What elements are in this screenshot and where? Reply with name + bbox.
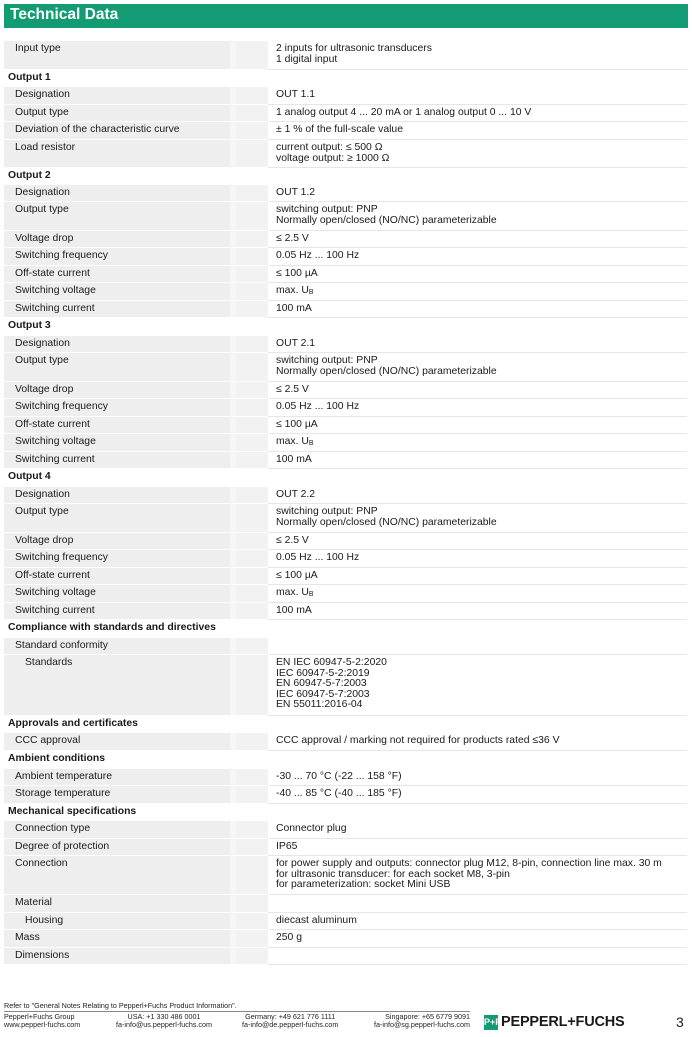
empty-cell — [236, 769, 268, 786]
table-row — [4, 336, 687, 353]
table-row — [4, 301, 687, 318]
row-label: Ambient temperature — [4, 769, 230, 786]
row-value-text: 100 mA — [276, 605, 312, 616]
empty-cell — [236, 87, 268, 105]
table-row — [4, 417, 687, 434]
row-value — [268, 655, 687, 716]
section-heading — [4, 469, 687, 487]
row-label: Designation — [4, 185, 230, 202]
row-value-text: current output: ≤ 500 Ω voltage output: ≥ 1000 Ω — [276, 142, 390, 164]
row-value-text: ≤ 100 µA — [276, 268, 318, 279]
empty-cell — [236, 568, 268, 585]
row-value — [268, 41, 687, 70]
empty-cell — [236, 655, 268, 716]
empty-cell — [236, 417, 268, 434]
row-label: Switching current — [4, 603, 230, 620]
row-value — [268, 585, 687, 603]
empty-cell — [236, 41, 268, 70]
row-value-text: OUT 2.2 — [276, 489, 316, 500]
section-heading — [4, 804, 687, 821]
table-row — [4, 603, 687, 620]
row-value-text: EN IEC 60947-5-2:2020 IEC 60947-5-2:2019 EN 60947-5-7:2003 IEC 60947-5-7:2003 EN 55011:2016-04 — [276, 657, 387, 711]
table-row — [4, 786, 687, 804]
row-value — [268, 266, 687, 283]
empty-cell — [236, 856, 268, 895]
empty-cell — [236, 821, 268, 839]
row-label: Switching frequency — [4, 399, 230, 417]
row-value-text: switching output: PNP Normally open/closed (NO/NC) parameterizable — [276, 355, 497, 377]
logo-text: PEPPERL+FUCHS — [501, 1014, 625, 1030]
row-value-text: max. U — [276, 285, 309, 296]
row-value — [268, 504, 687, 533]
page-title: Technical Data — [10, 6, 119, 23]
table-row — [4, 948, 687, 965]
row-label: Standard conformity — [4, 638, 230, 655]
empty-cell — [236, 301, 268, 318]
table-row — [4, 638, 687, 655]
row-value-text: 0.05 Hz ... 100 Hz — [276, 552, 360, 563]
row-value-text: CCC approval / marking not required for products rated ≤36 V — [276, 735, 560, 746]
row-value-text: 100 mA — [276, 303, 312, 314]
row-value-text: diecast aluminum — [276, 915, 357, 926]
row-value-text: 2 inputs for ultrasonic transducers 1 digital input — [276, 43, 432, 65]
row-label: Switching voltage — [4, 283, 230, 301]
row-label: Off-state current — [4, 568, 230, 585]
row-value-text: ≤ 2.5 V — [276, 233, 309, 244]
row-value-text: for power supply and outputs: connector plug M12, 8-pin, connection line max. 30 m for ultrasonic transducer: for each socket M8, 3-pin for parameterization: socket Mini USB — [276, 858, 662, 891]
table-row — [4, 913, 687, 930]
row-value — [268, 283, 687, 301]
empty-cell — [236, 504, 268, 533]
empty-cell — [236, 585, 268, 603]
section-heading-label: Mechanical specifications — [8, 806, 137, 817]
row-label: Voltage drop — [4, 533, 230, 550]
row-value — [268, 452, 687, 469]
table-row — [4, 733, 687, 751]
value-subscript: B — [308, 591, 314, 598]
logo-mark-icon: P+F — [484, 1015, 498, 1030]
empty-cell — [236, 786, 268, 804]
row-label: Output type — [4, 504, 230, 533]
empty-cell — [236, 550, 268, 568]
row-value — [268, 185, 687, 202]
row-value-text: Connector plug — [276, 823, 347, 834]
row-value-text: ≤ 2.5 V — [276, 384, 309, 395]
table-row — [4, 568, 687, 585]
row-value — [268, 786, 687, 804]
section-title-bar — [4, 4, 688, 28]
technical-data-table — [4, 41, 687, 965]
row-value — [268, 856, 687, 895]
row-value — [268, 382, 687, 399]
empty-cell — [236, 603, 268, 620]
row-label: Switching current — [4, 301, 230, 318]
row-value — [268, 301, 687, 318]
table-row — [4, 399, 687, 417]
row-value — [268, 895, 687, 913]
row-label: Off-state current — [4, 266, 230, 283]
table-row — [4, 504, 687, 533]
row-value-text: switching output: PNP Normally open/closed (NO/NC) parameterizable — [276, 506, 497, 528]
section-heading — [4, 70, 687, 87]
row-label: Designation — [4, 487, 230, 504]
row-value-text: OUT 1.1 — [276, 89, 316, 100]
empty-cell — [236, 487, 268, 504]
empty-cell — [236, 434, 268, 452]
row-value — [268, 140, 687, 168]
section-heading-label: Compliance with standards and directives — [8, 622, 216, 633]
table-row — [4, 353, 687, 382]
row-label: Connection — [4, 856, 230, 895]
row-label: Standards — [4, 655, 230, 716]
row-value-text: ± 1 % of the full-scale value — [276, 124, 403, 135]
row-value — [268, 105, 687, 122]
row-value — [268, 733, 687, 751]
empty-cell — [236, 638, 268, 655]
row-label: Switching voltage — [4, 585, 230, 603]
row-label: CCC approval — [4, 733, 230, 751]
row-label: Dimensions — [4, 948, 230, 965]
section-heading-label: Approvals and certificates — [8, 718, 138, 729]
section-heading-label: Ambient conditions — [8, 753, 105, 764]
row-value — [268, 399, 687, 417]
row-label: Designation — [4, 87, 230, 105]
row-value — [268, 839, 687, 856]
row-value — [268, 568, 687, 585]
empty-cell — [236, 353, 268, 382]
footer-note: Refer to "General Notes Relating to Pepperl+Fuchs Product Information". — [4, 1001, 237, 1010]
section-heading — [4, 751, 687, 769]
footer-germany: Germany: +49 621 776 1111 fa-info@de.pepperl-fuchs.com — [242, 1012, 339, 1029]
row-value — [268, 231, 687, 248]
table-row — [4, 769, 687, 786]
row-value-text: switching output: PNP Normally open/closed (NO/NC) parameterizable — [276, 204, 497, 226]
empty-cell — [236, 248, 268, 266]
footer-group: Pepperl+Fuchs Group www.pepperl-fuchs.com — [4, 1012, 81, 1029]
row-value — [268, 417, 687, 434]
row-label: Voltage drop — [4, 231, 230, 248]
table-row — [4, 248, 687, 266]
row-value — [268, 202, 687, 231]
empty-cell — [236, 839, 268, 856]
table-row — [4, 452, 687, 469]
table-row — [4, 533, 687, 550]
row-label: Output type — [4, 202, 230, 231]
empty-cell — [236, 895, 268, 913]
section-heading-label: Output 2 — [8, 170, 51, 181]
row-label: Load resistor — [4, 140, 230, 168]
empty-cell — [236, 122, 268, 140]
row-label: Off-state current — [4, 417, 230, 434]
table-row — [4, 550, 687, 568]
section-heading-label: Output 4 — [8, 471, 51, 482]
table-row — [4, 382, 687, 399]
row-value-text: -30 ... 70 °C (-22 ... 158 °F) — [276, 771, 402, 782]
empty-cell — [236, 105, 268, 122]
row-value — [268, 821, 687, 839]
row-value-text: 250 g — [276, 932, 303, 943]
row-value-text: ≤ 2.5 V — [276, 535, 309, 546]
value-subscript: B — [308, 440, 314, 447]
row-label: Switching frequency — [4, 248, 230, 266]
empty-cell — [236, 202, 268, 231]
row-value — [268, 603, 687, 620]
empty-cell — [236, 382, 268, 399]
table-row — [4, 821, 687, 839]
table-row — [4, 487, 687, 504]
value-subscript: B — [308, 289, 314, 296]
table-row — [4, 585, 687, 603]
table-row — [4, 41, 687, 70]
table-row — [4, 202, 687, 231]
empty-cell — [236, 452, 268, 469]
page-number: 3 — [676, 1014, 684, 1030]
empty-cell — [236, 231, 268, 248]
row-label: Output type — [4, 353, 230, 382]
empty-cell — [236, 266, 268, 283]
section-heading-label: Output 3 — [8, 320, 51, 331]
table-row — [4, 895, 687, 913]
row-label: Mass — [4, 930, 230, 948]
row-label: Degree of protection — [4, 839, 230, 856]
section-heading-label: Output 1 — [8, 72, 51, 83]
table-row — [4, 655, 687, 716]
table-row — [4, 231, 687, 248]
row-value-text: 0.05 Hz ... 100 Hz — [276, 401, 360, 412]
row-value-text: ≤ 100 µA — [276, 419, 318, 430]
row-value — [268, 550, 687, 568]
table-row — [4, 185, 687, 202]
section-heading — [4, 620, 687, 638]
row-value-text: ≤ 100 µA — [276, 570, 318, 581]
table-row — [4, 122, 687, 140]
table-row — [4, 856, 687, 895]
table-row — [4, 839, 687, 856]
footer-singapore: Singapore: +65 6779 9091 fa-info@sg.pepperl-fuchs.com — [374, 1012, 470, 1029]
empty-cell — [236, 533, 268, 550]
row-label: Material — [4, 895, 230, 913]
row-value — [268, 638, 687, 655]
table-row — [4, 140, 687, 168]
row-label: Voltage drop — [4, 382, 230, 399]
row-label: Input type — [4, 41, 230, 70]
row-label: Switching current — [4, 452, 230, 469]
empty-cell — [236, 283, 268, 301]
row-value-text: OUT 1.2 — [276, 187, 316, 198]
row-value — [268, 948, 687, 965]
footer-usa: USA: +1 330 486 0001 fa-info@us.pepperl-fuchs.com — [116, 1012, 212, 1029]
row-value — [268, 87, 687, 105]
row-value — [268, 248, 687, 266]
row-label: Housing — [4, 913, 230, 930]
empty-cell — [236, 733, 268, 751]
table-row — [4, 283, 687, 301]
row-label: Switching voltage — [4, 434, 230, 452]
row-value-text: 0.05 Hz ... 100 Hz — [276, 250, 360, 261]
row-value — [268, 434, 687, 452]
row-value — [268, 336, 687, 353]
row-value-text: 100 mA — [276, 454, 312, 465]
table-row — [4, 266, 687, 283]
row-value — [268, 769, 687, 786]
brand-logo — [484, 1014, 625, 1030]
row-label: Output type — [4, 105, 230, 122]
empty-cell — [236, 399, 268, 417]
row-label: Connection type — [4, 821, 230, 839]
table-row — [4, 434, 687, 452]
section-heading — [4, 716, 687, 733]
empty-cell — [236, 185, 268, 202]
row-value — [268, 122, 687, 140]
row-label: Designation — [4, 336, 230, 353]
row-label: Storage temperature — [4, 786, 230, 804]
table-row — [4, 105, 687, 122]
empty-cell — [236, 913, 268, 930]
row-value — [268, 487, 687, 504]
row-value — [268, 533, 687, 550]
empty-cell — [236, 140, 268, 168]
row-value — [268, 913, 687, 930]
table-row — [4, 930, 687, 948]
row-label: Switching frequency — [4, 550, 230, 568]
row-value-text: IP65 — [276, 841, 298, 852]
row-value-text: -40 ... 85 °C (-40 ... 185 °F) — [276, 788, 402, 799]
empty-cell — [236, 930, 268, 948]
row-value-text: max. U — [276, 436, 309, 447]
row-label: Deviation of the characteristic curve — [4, 122, 230, 140]
row-value-text: 1 analog output 4 ... 20 mA or 1 analog output 0 ... 10 V — [276, 107, 532, 118]
empty-cell — [236, 336, 268, 353]
row-value — [268, 930, 687, 948]
row-value-text: OUT 2.1 — [276, 338, 316, 349]
empty-cell — [236, 948, 268, 965]
section-heading — [4, 168, 687, 185]
row-value — [268, 353, 687, 382]
row-value-text: max. U — [276, 587, 309, 598]
table-row — [4, 87, 687, 105]
section-heading — [4, 318, 687, 336]
